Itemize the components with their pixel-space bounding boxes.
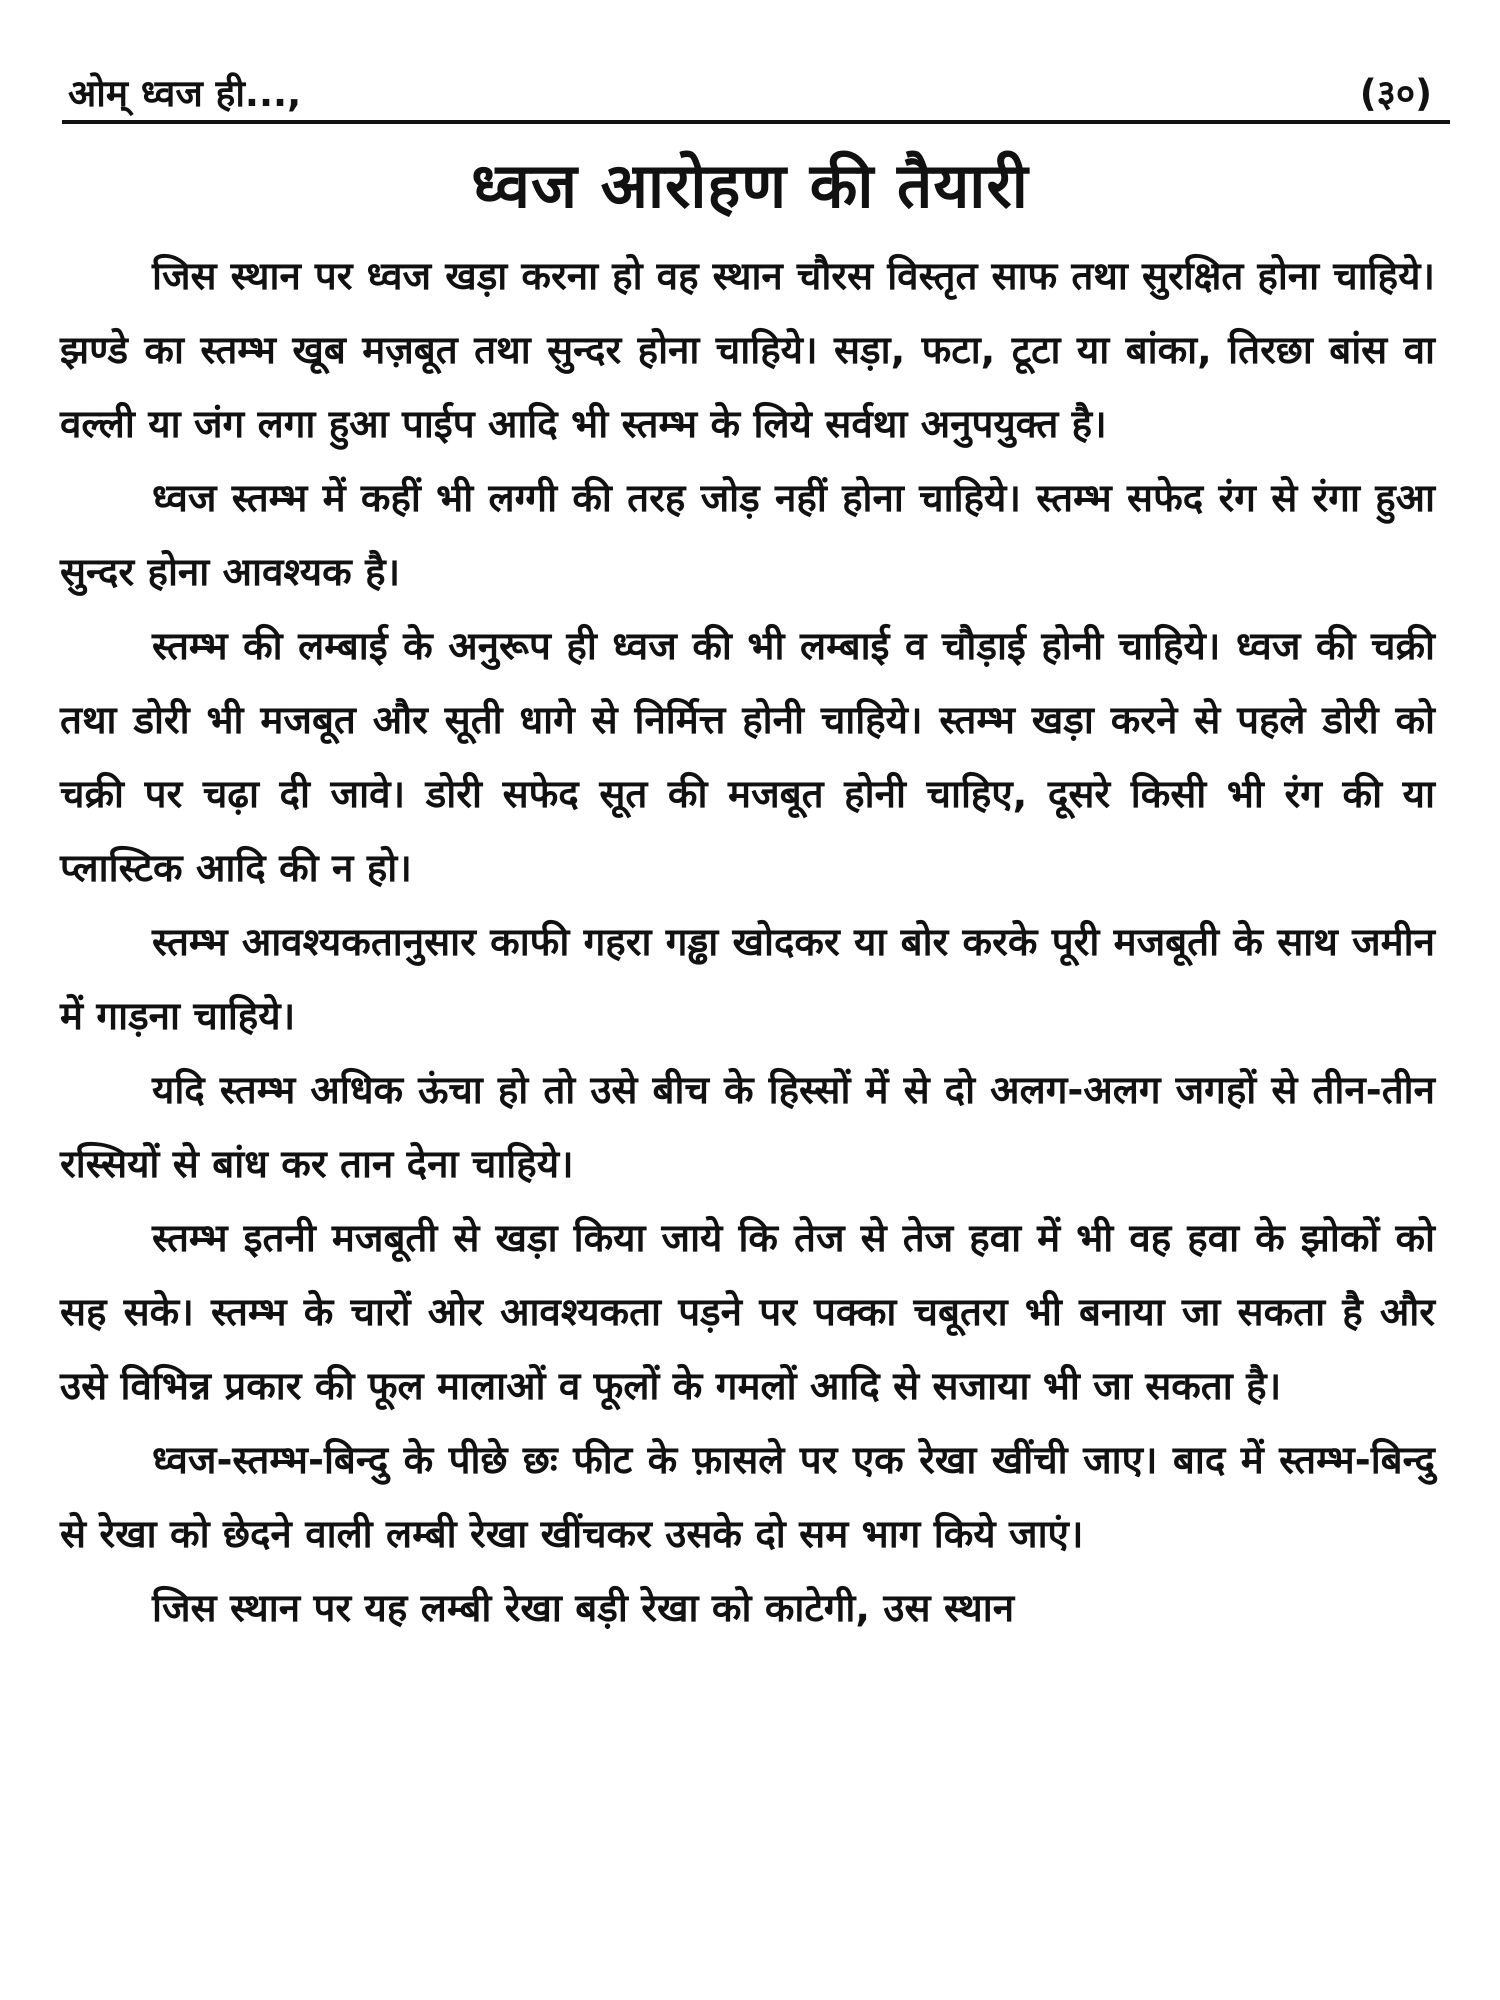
body-text <box>60 240 1435 1646</box>
paragraph: स्तम्भ आवश्यकतानुसार काफी गहरा गड्ढा खोदकर या बोर करके पूरी मजबूती के साथ जमीन में गाड़ना चाहिये। <box>60 920 1435 1039</box>
paragraph: यदि स्तम्भ अधिक ऊंचा हो तो उसे बीच के हिस्सों में से दो अलग-अलग जगहों से तीन-तीन रस्सियों से बांध कर तान देना चाहिये। <box>60 1068 1435 1187</box>
running-title: ओम् ध्वज ही..., <box>68 72 302 115</box>
paragraph: स्तम्भ की लम्बाई के अनुरूप ही ध्वज की भी लम्बाई व चौड़ाई होनी चाहिये। ध्वज की चक्री तथा डोरी भी मजबूत और सूती धागे से निर्मित्त होनी चाहिये। स्तम्भ खड़ा करने से पहले डोरी को चक्री पर चढ़ा दी जावे। डोरी सफेद सूत की मजबूत होनी चाहिए, दूसरे किसी भी रंग की या प्लास्टिक आदि की न हो। <box>60 624 1435 891</box>
section-title: ध्वज आरोहण की तैयारी <box>471 149 1029 222</box>
paragraph: जिस स्थान पर यह लम्बी रेखा बड़ी रेखा को काटेगी, उस स्थान <box>152 1586 1015 1631</box>
paragraph: जिस स्थान पर ध्वज खड़ा करना हो वह स्थान चौरस विस्तृत साफ तथा सुरक्षित होना चाहिये। झण्डे का स्तम्भ खूब मज़बूत तथा सुन्दर होना चाहिये। सड़ा, फटा, टूटा या बांका, तिरछा बांस वा वल्ली या जंग लगा हुआ पाईप आदि भी स्तम्भ के लिये सर्वथा अनुपयुक्त है। <box>60 254 1435 447</box>
header-rule <box>62 120 1450 124</box>
paragraph: ध्वज स्तम्भ में कहीं भी लग्गी की तरह जोड़ नहीं होना चाहिये। स्तम्भ सफेद रंग से रंगा हुआ सुन्दर होना आवश्यक है। <box>60 476 1435 595</box>
page-header <box>50 52 1450 122</box>
page-number: (३०) <box>1359 72 1432 115</box>
paragraph: ध्वज-स्तम्भ-बिन्दु के पीछे छः फीट के फ़ासले पर एक रेखा खींची जाए। बाद में स्तम्भ-बिन्दु से रेखा को छेदने वाली लम्बी रेखा खींचकर उसके दो सम भाग किये जाएं। <box>60 1438 1435 1557</box>
paragraph: स्तम्भ इतनी मजबूती से खड़ा किया जाये कि तेज से तेज हवा में भी वह हवा के झोकों को सह सके। स्तम्भ के चारों ओर आवश्यकता पड़ने पर पक्का चबूतरा भी बनाया जा सकता है और उसे विभिन्न प्रकार की फूल मालाओं व फूलों के गमलों आदि से सजाया भी जा सकता है। <box>60 1216 1435 1409</box>
